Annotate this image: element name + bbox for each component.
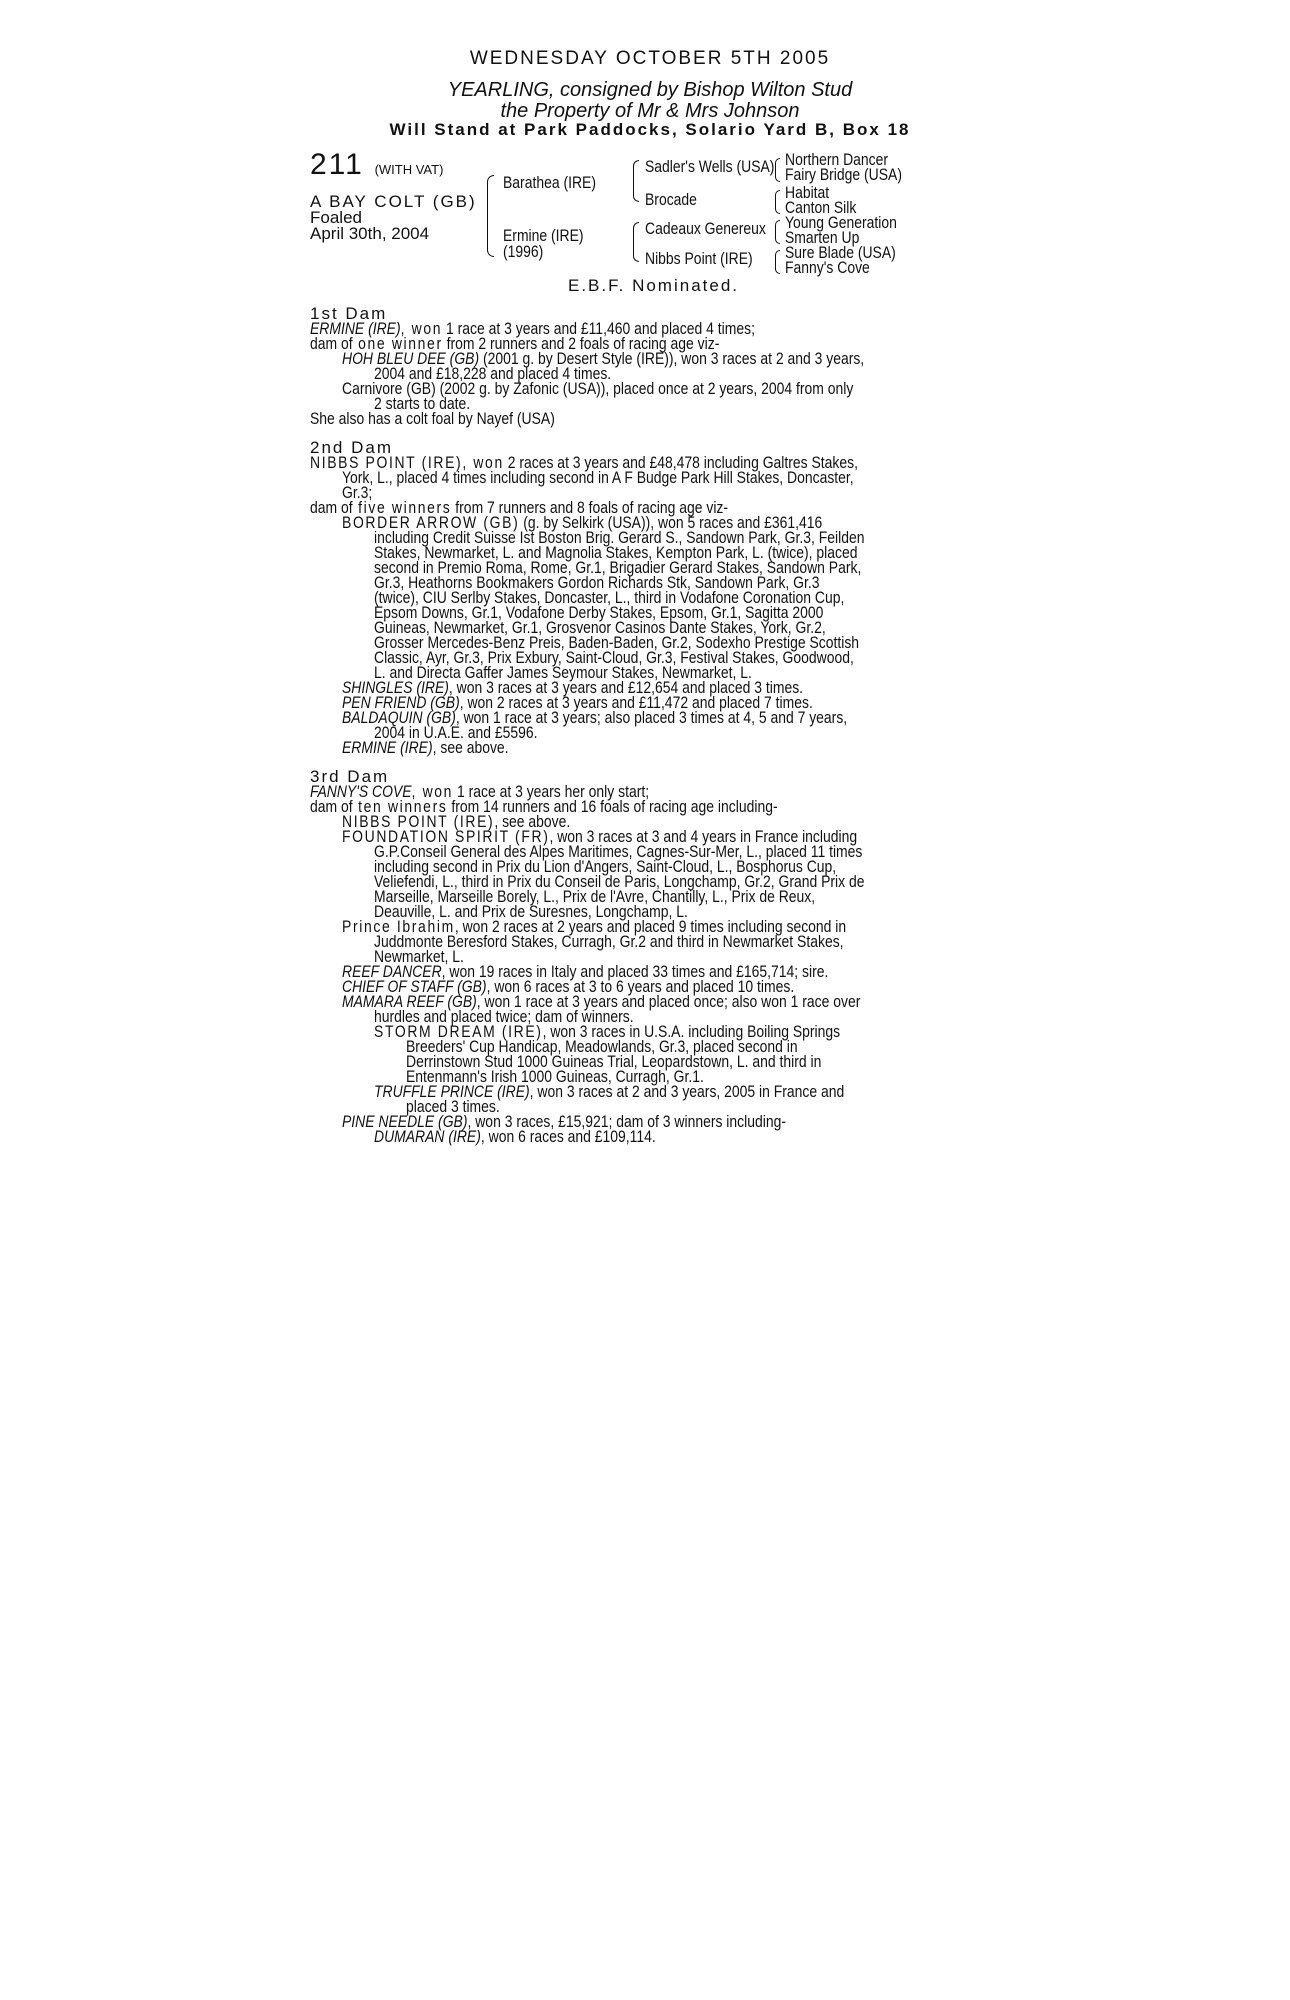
pedigree-g8: Fanny's Cove bbox=[785, 258, 870, 277]
storm-dream-line-3: Derrinstown Stud 1000 Guineas Trial, Leopardstown, L. and third in bbox=[406, 1052, 822, 1071]
foaled-date: April 30th, 2004 bbox=[310, 224, 430, 243]
pedigree-brace-dam bbox=[633, 222, 639, 262]
border-arrow-line-4: second in Premio Roma, Rome, Gr.1, Brigadier Gerard Stakes, Sandown Park, bbox=[374, 558, 862, 577]
pedigree-dam-sire: Cadeaux Genereux bbox=[645, 219, 766, 238]
baldaquin-line-2: 2004 in U.A.E. and £5596. bbox=[374, 723, 538, 742]
border-arrow-line-7: Epsom Downs, Gr.1, Vodafone Derby Stakes, Epsom, Gr.1, Sagitta 2000 bbox=[374, 603, 824, 622]
dam2-line-3: Gr.3; bbox=[342, 483, 373, 502]
foaled-label: Foaled bbox=[310, 208, 362, 227]
pedigree-g4: Canton Silk bbox=[785, 198, 857, 217]
truffle-prince-line-1: TRUFFLE PRINCE (IRE), won 3 races at 2 and 3 years, 2005 in France and bbox=[374, 1082, 845, 1101]
pine-needle-line: PINE NEEDLE (GB), won 3 races, £15,921; dam of 3 winners including- bbox=[342, 1112, 786, 1131]
pedigree-g3: Habitat bbox=[785, 183, 830, 202]
nibbs-point-ref-line: NIBBS POINT (IRE), see above. bbox=[342, 812, 571, 831]
dam2-line-4: dam of five winners from 7 runners and 8 foals of racing age viz- bbox=[310, 498, 729, 517]
dam2-line-1: NIBBS POINT (IRE), won 2 races at 3 years and £48,478 including Galtres Stakes, bbox=[310, 453, 858, 472]
border-arrow-line-6: (twice), CIU Serlby Stakes, Doncaster, L., third in Vodafone Coronation Cup, bbox=[374, 588, 845, 607]
shingles-line: SHINGLES (IRE), won 3 races at 3 years and £12,654 and placed 3 times. bbox=[342, 678, 804, 697]
dumaran-line: DUMARAN (IRE), won 6 races and £109,114. bbox=[374, 1127, 656, 1146]
storm-dream-line-2: Breeders' Cup Handicap, Meadowlands, Gr.3, placed second in bbox=[406, 1037, 798, 1056]
pedigree-dam: Ermine (IRE) bbox=[503, 226, 584, 245]
foundation-spirit-line-5: Marseille, Marseille Borely, L., Prix de l'Avre, Chantilly, L., Prix de Reux, bbox=[374, 887, 816, 906]
prince-ibrahim-line-2: Juddmonte Beresford Stakes, Curragh, Gr.2 and third in Newmarket Stakes, bbox=[374, 932, 844, 951]
pedigree-dam-dam: Nibbs Point (IRE) bbox=[645, 249, 753, 268]
pedigree-g2: Fairy Bridge (USA) bbox=[785, 165, 902, 184]
pen-friend-line: PEN FRIEND (GB), won 2 races at 3 years and £11,472 and placed 7 times. bbox=[342, 693, 813, 712]
dam1-line-4: 2004 and £18,228 and placed 4 times. bbox=[374, 364, 612, 383]
dam3-line-2: dam of ten winners from 14 runners and 16 foals of racing age including- bbox=[310, 797, 778, 816]
border-arrow-line-5: Gr.3, Heathorns Bookmakers Gordon Richards Stk, Sandown Park, Gr.3 bbox=[374, 573, 820, 592]
consignment-line: YEARLING, consigned by Bishop Wilton Stud bbox=[447, 79, 853, 101]
truffle-prince-line-2: placed 3 times. bbox=[406, 1097, 500, 1116]
sale-date: WEDNESDAY OCTOBER 5TH 2005 bbox=[469, 48, 831, 69]
reef-dancer-line: REEF DANCER, won 19 races in Italy and placed 33 times and £165,714; sire. bbox=[342, 962, 829, 981]
foundation-spirit-line-6: Deauville, L. and Prix de Suresnes, Longchamp, L. bbox=[374, 902, 688, 921]
border-arrow-line-3: Stakes, Newmarket, L. and Magnolia Stakes, Kempton Park, L. (twice), placed bbox=[374, 543, 858, 562]
mamara-reef-line-2: hurdles and placed twice; dam of winners. bbox=[374, 1007, 634, 1026]
dam1-heading: 1st Dam bbox=[310, 304, 388, 323]
border-arrow-line-10: Classic, Ayr, Gr.3, Prix Exbury, Saint-Cloud, Gr.3, Festival Stakes, Goodwood, bbox=[374, 648, 854, 667]
pedigree-dam-year: (1996) bbox=[503, 242, 544, 261]
pedigree-brace-g3 bbox=[775, 220, 780, 244]
pedigree-sire-sire: Sadler's Wells (USA) bbox=[645, 157, 775, 176]
border-arrow-line-2: including Credit Suisse Ist Boston Brig. Gerard S., Sandown Park, Gr.3, Feilden bbox=[374, 528, 865, 547]
storm-dream-line-4: Entenmann's Irish 1000 Guineas, Curragh, Gr.1. bbox=[406, 1067, 704, 1086]
dam1-line-3: HOH BLEU DEE (GB) (2001 g. by Desert Style (IRE)), won 3 races at 2 and 3 years, bbox=[342, 349, 865, 368]
dam3-line-1: FANNY'S COVE, won 1 race at 3 years her only start; bbox=[310, 782, 650, 801]
pedigree-sire: Barathea (IRE) bbox=[503, 173, 596, 192]
pedigree-brace-sire bbox=[633, 160, 639, 202]
ermine-ref-line: ERMINE (IRE), see above. bbox=[342, 738, 509, 757]
border-arrow-line-1: BORDER ARROW (GB) (g. by Selkirk (USA)), won 5 races and £361,416 bbox=[342, 513, 823, 532]
foundation-spirit-line-3: including second in Prix du Lion d'Angers, Saint-Cloud, L., Bosphorus Cup, bbox=[374, 857, 837, 876]
property-line: the Property of Mr & Mrs Johnson bbox=[500, 100, 800, 122]
foundation-spirit-line-2: G.P.Conseil General des Alpes Maritimes, Cagnes-Sur-Mer, L., placed 11 times bbox=[374, 842, 863, 861]
pedigree-brace-g4 bbox=[775, 250, 780, 274]
pedigree-g6: Smarten Up bbox=[785, 228, 860, 247]
pedigree-g1: Northern Dancer bbox=[785, 150, 889, 169]
pedigree-sire-dam: Brocade bbox=[645, 190, 697, 209]
mamara-reef-line-1: MAMARA REEF (GB), won 1 race at 3 years and placed once; also won 1 race over bbox=[342, 992, 861, 1011]
border-arrow-line-9: Grosser Mercedes-Benz Preis, Baden-Baden, Gr.2, Sodexho Prestige Scottish bbox=[374, 633, 860, 652]
pedigree-brace-main bbox=[487, 175, 494, 257]
lot-number: 211 bbox=[310, 148, 364, 181]
ebf-note: E.B.F. Nominated. bbox=[568, 276, 740, 295]
prince-ibrahim-line-1: Prince Ibrahim, won 2 races at 2 years and placed 9 times including second in bbox=[342, 917, 847, 936]
chief-of-staff-line: CHIEF OF STAFF (GB), won 6 races at 3 to 6 years and placed 10 times. bbox=[342, 977, 795, 996]
storm-dream-line-1: STORM DREAM (IRE), won 3 races in U.S.A. including Boiling Springs bbox=[374, 1022, 841, 1041]
pedigree-brace-g2 bbox=[775, 190, 780, 214]
dam1-line-6: 2 starts to date. bbox=[374, 394, 471, 413]
dam1-line-5: Carnivore (GB) (2002 g. by Zafonic (USA)), placed once at 2 years, 2004 from only bbox=[342, 379, 854, 398]
pedigree-g7: Sure Blade (USA) bbox=[785, 243, 896, 262]
vat-note: (WITH VAT) bbox=[374, 162, 444, 177]
dam1-line-7: She also has a colt foal by Nayef (USA) bbox=[310, 409, 555, 428]
dam1-line-2: dam of one winner from 2 runners and 2 foals of racing age viz- bbox=[310, 334, 720, 353]
dam3-heading: 3rd Dam bbox=[310, 767, 390, 786]
baldaquin-line-1: BALDAQUIN (GB), won 1 race at 3 years; also placed 3 times at 4, 5 and 7 years, bbox=[342, 708, 848, 727]
dam1-line-1: ERMINE (IRE), won 1 race at 3 years and £11,460 and placed 4 times; bbox=[310, 319, 755, 338]
border-arrow-line-8: Guineas, Newmarket, Gr.1, Grosvenor Casinos Dante Stakes, York, Gr.2, bbox=[374, 618, 826, 637]
foundation-spirit-line-1: FOUNDATION SPIRIT (FR), won 3 races at 3 and 4 years in France including bbox=[342, 827, 858, 846]
pedigree-brace-g1 bbox=[775, 158, 780, 182]
dam2-line-2: York, L., placed 4 times including second in A F Budge Park Hill Stakes, Doncaster, bbox=[342, 468, 854, 487]
pedigree-g5: Young Generation bbox=[785, 213, 897, 232]
stand-line: Will Stand at Park Paddocks, Solario Yard B, Box 18 bbox=[389, 120, 911, 139]
foundation-spirit-line-4: Veliefendi, L., third in Prix du Conseil de Paris, Longchamp, Gr.2, Grand Prix de bbox=[374, 872, 865, 891]
lot-description: A BAY COLT (GB) bbox=[310, 192, 477, 211]
dam2-heading: 2nd Dam bbox=[310, 438, 393, 457]
lot-number-row bbox=[310, 148, 444, 181]
prince-ibrahim-line-3: Newmarket, L. bbox=[374, 947, 464, 966]
border-arrow-line-11: L. and Directa Gaffer James Seymour Stakes, Newmarket, L. bbox=[374, 663, 752, 682]
